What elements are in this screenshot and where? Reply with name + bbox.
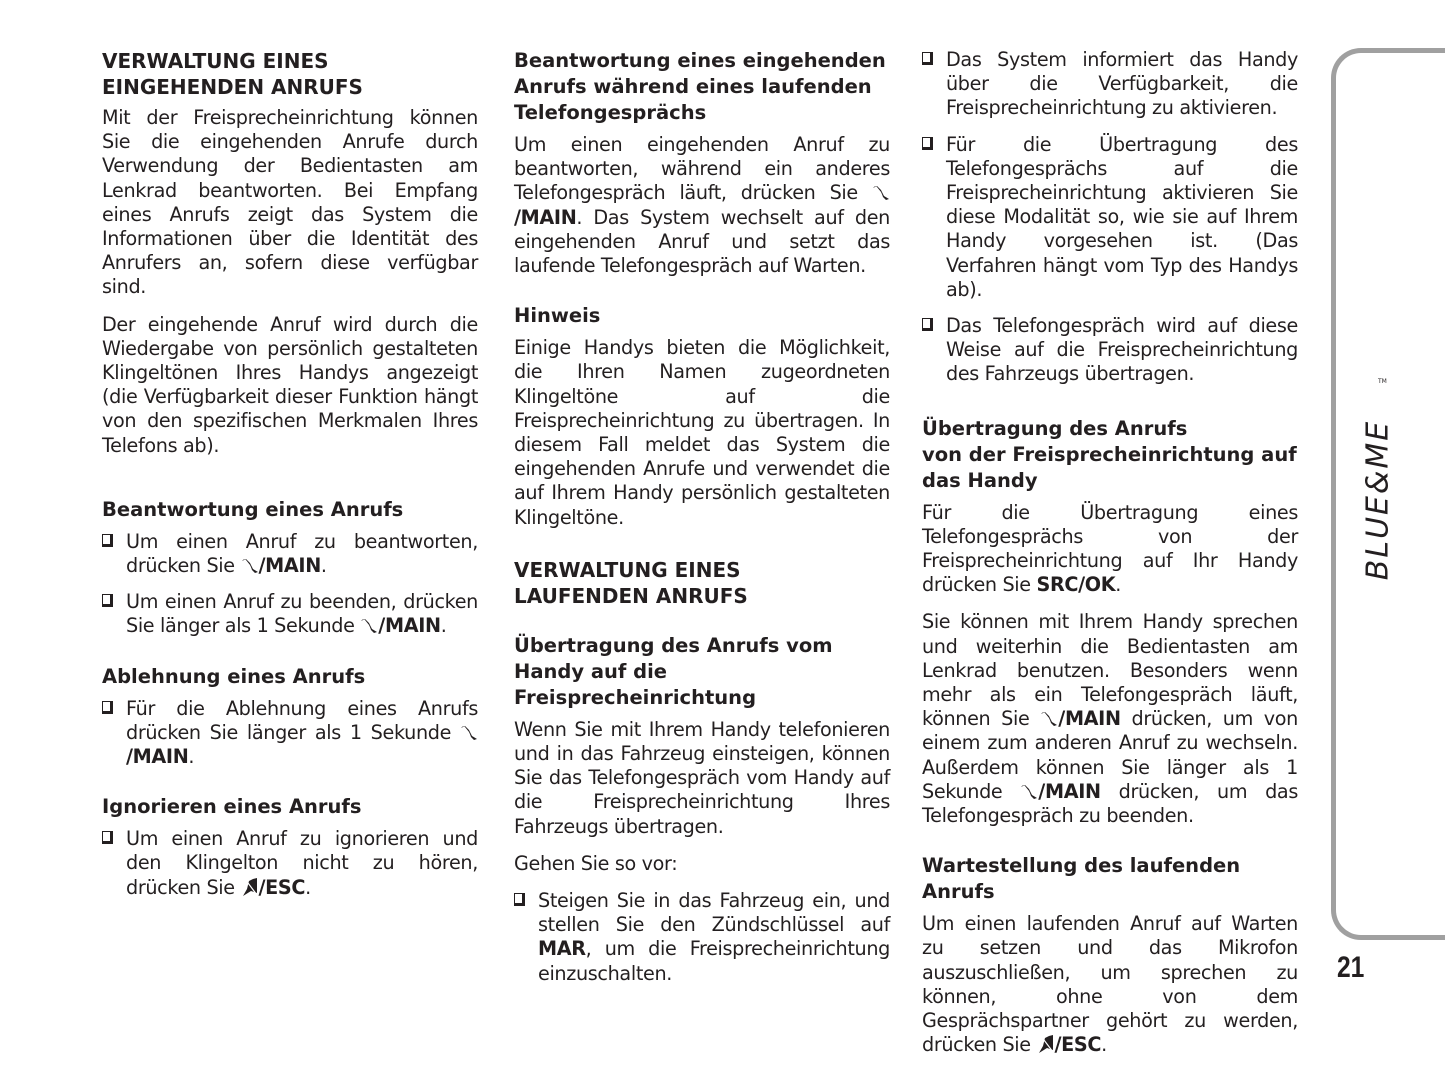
column-2 <box>514 48 890 999</box>
checkbox-bullet-icon <box>102 594 113 607</box>
intro-paragraph: Mit der Freisprecheinrichtung können Sie die eingehenden Anrufe durch Verwendung der Bedientasten am Lenkrad beantworten. Bei Empfang eines Anrufs zeigt das System die Informationen über die Identität des Anrufers an, sofern diese verfügbar sind. <box>102 106 478 299</box>
list-item: Das System informiert das Handy über die Verfügbarkeit, die Freisprecheinrichtung zu aktivieren. <box>922 48 1298 121</box>
section-title-ongoing-call: VERWALTUNG EINES LAUFENDEN ANRUFS <box>514 557 748 608</box>
list-item: Steigen Sie in das Fahrzeug ein, und stellen Sie den Zündschlüssel auf MAR, um die Freisprecheinrichtung einzuschalten. <box>514 889 890 986</box>
switch-calls-paragraph: Sie können mit Ihrem Handy sprechen und weiterhin die Bedientasten am Lenkrad benutzen. Besonders wenn mehr als ein Telefongespräch läuft, können Sie /MAIN drücken, um von einem zum anderen Anruf zu wechseln. Außerdem können Sie länger als 1 Sekunde /MAIN drücken, um das Telefongespräch zu beenden. <box>922 610 1298 828</box>
column-1 <box>102 48 478 913</box>
checkbox-bullet-icon <box>922 318 933 331</box>
checkbox-bullet-icon <box>922 52 933 65</box>
list-item: Für die Übertragung des Telefongesprächs auf die Freisprecheinrichtung aktivieren Sie diese Modalität so, wie sie auf Ihrem Handy vorgesehen ist. (Das Verfahren hängt vom Typ des Handys ab). <box>922 133 1298 302</box>
phone-handset-icon <box>872 185 890 201</box>
note-paragraph: Einige Handys bieten die Möglichkeit, die Ihren Namen zugeordneten Klingeltöne auf die Freisprecheinrichtung zu übertragen. In diesem Fall meldet das System die eingehenden Anrufe und verwendet die auf Ihrem Handy persönlich gestalteten Klingeltöne. <box>514 336 890 529</box>
ringtone-paragraph: Der eingehende Anruf wird durch die Wiedergabe von persönlich gestalteten Klingeltönen Ihres Handys angezeigt (die Verfügbarkeit dieser Funktion hängt von den spezifischen Merkmalen Ihres Telefons ab). <box>102 312 478 457</box>
heading-transfer-to-car: Übertragung des Anrufs vom Handy auf die Freisprecheinrichtung <box>514 633 833 709</box>
procedure-intro: Gehen Sie so vor: <box>514 851 678 875</box>
column-3 <box>922 48 1298 1071</box>
list-item: Um einen Anruf zu beenden, drücken Sie länger als 1 Sekunde /MAIN. <box>102 590 478 638</box>
heading-ignore-call: Ignorieren eines Anrufs <box>102 795 362 819</box>
heading-answer-during-call: Beantwortung eines eingehenden Anrufs während eines laufenden Telefongesprächs <box>514 49 886 124</box>
answer-call-list <box>102 530 478 639</box>
ignore-call-list <box>102 827 478 900</box>
phone-handset-icon <box>1020 784 1038 800</box>
phone-handset-icon <box>241 558 259 574</box>
list-item: Für die Ablehnung eines Anrufs drücken Sie länger als 1 Sekunde /MAIN. <box>102 697 478 770</box>
transfer-to-phone-paragraph: Für die Übertragung eines Telefongesprächs von der Freisprecheinrichtung auf Ihr Handy drücken Sie SRC/OK. <box>922 500 1298 597</box>
list-item: Das Telefongespräch wird auf diese Weise auf die Freisprecheinrichtung des Fahrzeugs übertragen. <box>922 314 1298 387</box>
checkbox-bullet-icon <box>922 137 933 150</box>
blue-and-me-logo: BLUE&ME <box>1360 419 1396 581</box>
page-number: 21 <box>1337 951 1365 984</box>
heading-answer-call: Beantwortung eines Anrufs <box>102 497 404 521</box>
list-item: Um einen Anruf zu beantworten, drücken Sie /MAIN. <box>102 530 478 578</box>
mute-microphone-icon <box>241 877 259 897</box>
phone-handset-icon <box>460 725 478 741</box>
heading-note: Hinweis <box>514 304 601 328</box>
mute-microphone-icon <box>1037 1034 1055 1054</box>
answer-during-paragraph: Um einen eingehenden Anruf zu beantworten, während ein anderes Telefongespräch läuft, drücken Sie /MAIN. Das System wechselt auf den eingehenden Anruf und setzt das laufende Telefongespräch auf Warten. <box>514 133 890 278</box>
checkbox-bullet-icon <box>102 534 113 547</box>
checkbox-bullet-icon <box>514 893 525 906</box>
heading-hold-call: Wartestellung des laufenden Anrufs <box>922 854 1241 904</box>
reject-call-list <box>102 697 478 770</box>
heading-transfer-to-phone: Übertragung des Anrufs von der Freisprecheinrichtung auf das Handy <box>922 416 1297 492</box>
transfer-steps-continued-list <box>922 48 1298 387</box>
phone-handset-icon <box>360 618 378 634</box>
transfer-to-car-paragraph: Wenn Sie mit Ihrem Handy telefonieren und in das Fahrzeug einsteigen, können Sie das Telefongespräch vom Handy auf die Freisprecheinrichtung Ihres Fahrzeugs übertragen. <box>514 717 890 838</box>
list-item: Um einen Anruf zu ignorieren und den Klingelton nicht zu hören, drücken Sie /ESC. <box>102 827 478 900</box>
hold-call-paragraph: Um einen laufenden Anruf auf Warten zu setzen und das Mikrofon auszuschließen, um sprechen zu können, ohne von dem Gesprächspartner gehört zu werden, drücken Sie /ESC. <box>922 912 1298 1057</box>
section-title-incoming-call: VERWALTUNG EINES EINGEHENDEN ANRUFS <box>102 49 363 99</box>
heading-reject-call: Ablehnung eines Anrufs <box>102 664 366 688</box>
trademark-mark: TM <box>1378 378 1387 385</box>
phone-handset-icon <box>1040 711 1058 727</box>
checkbox-bullet-icon <box>102 831 113 844</box>
transfer-steps-list <box>514 889 890 986</box>
checkbox-bullet-icon <box>102 701 113 714</box>
